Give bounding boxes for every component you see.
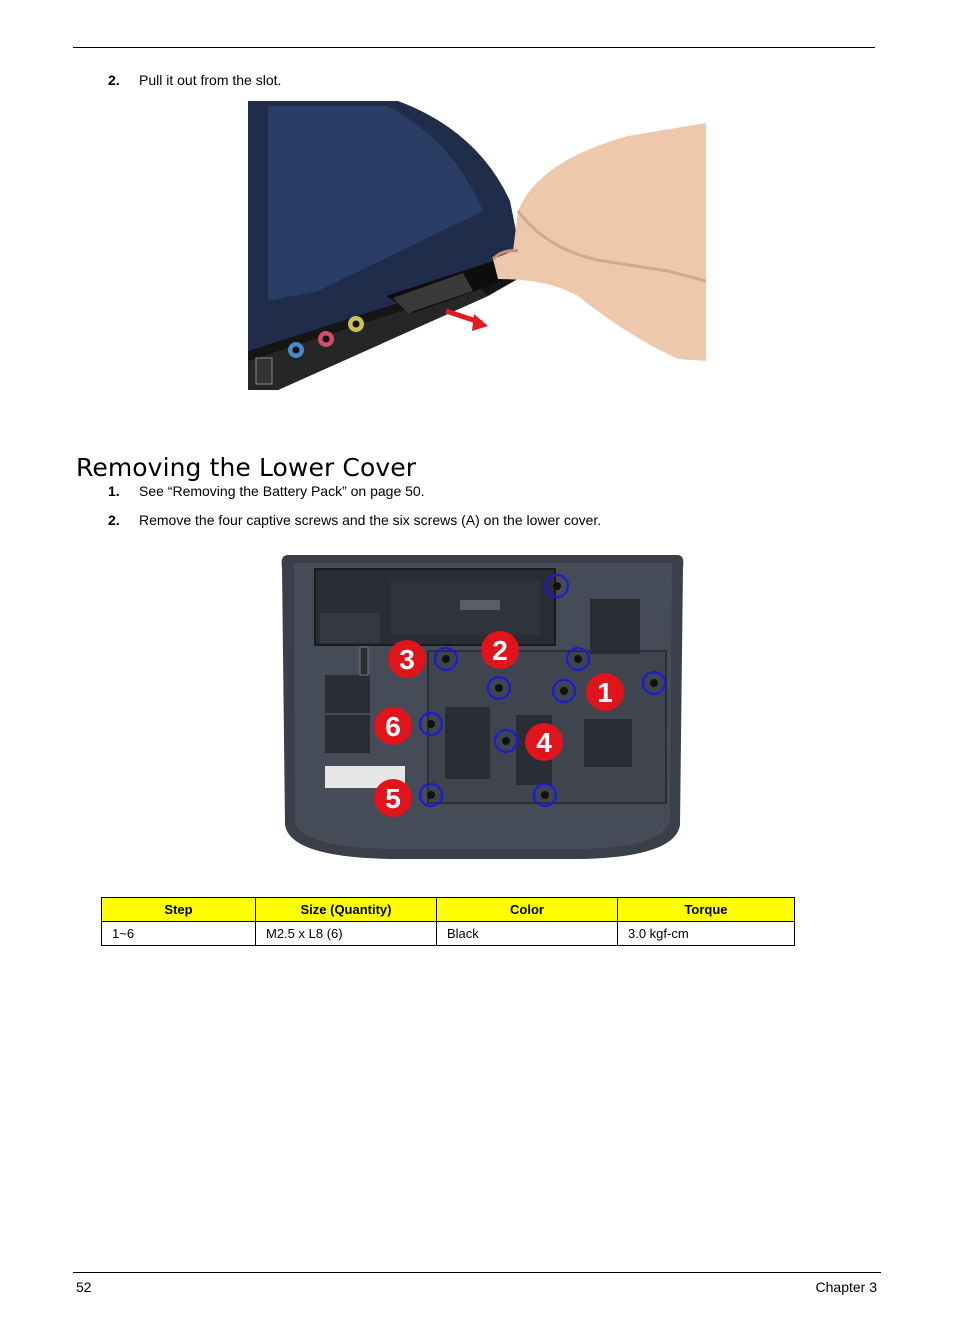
table-header-cell: Color <box>437 898 618 922</box>
table-cell: Black <box>437 922 618 946</box>
callout-6: 6 <box>385 711 401 742</box>
step-number: 2. <box>108 72 120 88</box>
table-header-row <box>102 898 795 922</box>
callout-5: 5 <box>385 783 401 814</box>
header-rule <box>73 47 875 48</box>
step-text: Remove the four captive screws and the six screws (A) on the lower cover. <box>139 512 602 528</box>
section-title: Removing the Lower Cover <box>76 452 417 482</box>
callout-3: 3 <box>399 644 415 675</box>
step-number: 2. <box>108 512 120 528</box>
table-cell: M2.5 x L8 (6) <box>256 922 437 946</box>
table-header-cell: Step <box>102 898 256 922</box>
callout-1: 1 <box>597 677 613 708</box>
step-text: See “Removing the Battery Pack” on page 50. <box>139 483 425 499</box>
step-number: 1. <box>108 483 120 499</box>
table-cell: 3.0 kgf-cm <box>618 922 795 946</box>
table-row <box>102 922 795 946</box>
screw-spec-table <box>101 897 795 946</box>
callout-4: 4 <box>536 727 552 758</box>
table-cell: 1~6 <box>102 922 256 946</box>
table-header-cell: Torque <box>618 898 795 922</box>
card-removal-photo <box>248 101 706 390</box>
step-text: Pull it out from the slot. <box>139 72 282 88</box>
table-header-cell: Size (Quantity) <box>256 898 437 922</box>
lower-cover-photo <box>280 555 685 860</box>
page-number: 52 <box>76 1279 92 1295</box>
chapter-label: Chapter 3 <box>815 1279 877 1295</box>
footer-rule <box>73 1272 881 1273</box>
callout-2: 2 <box>492 635 508 666</box>
